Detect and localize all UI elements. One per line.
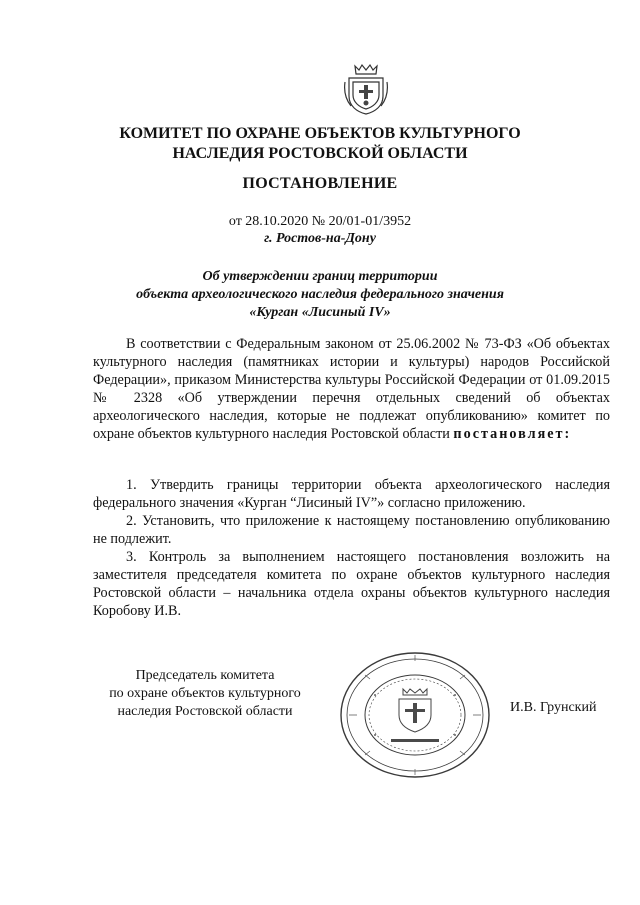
committee-name-line2: НАСЛЕДИЯ РОСТОВСКОЙ ОБЛАСТИ [172,145,468,162]
official-seal-icon [335,645,495,785]
subject-line3: «Курган «Лисиный IV» [249,305,391,320]
document-date-number: от 28.10.2020 № 20/01-01/3952 [228,214,412,229]
intro-text: В соответствии с Федеральным законом от 25.06.2002 № 73-ФЗ «Об объектах культурного наследия (памятниках истории и культуры) народов Российской Федерации», приказом Министерства культуры Российской Федерации от 01.09.2015 № 2328 «Об утверждении перечня отдельных сведений об объектах археологического наследия, которые не подлежат опубликованию» комитет по охране объектов культурного наследия Ростовской области [93,336,610,442]
signer-title-line2: по охране объектов культурного [109,686,301,701]
resolution-item-1: 1. Утвердить границы территории объекта археологического наследия федерального значения «Курган “Лисиный IV”» согласно приложению. [93,477,610,511]
intro-paragraph [93,335,610,443]
resolution-item-3: 3. Контроль за выполнением настоящего постановления возложить на заместителя председателя комитета по охране объектов культурного наследия Ростовской области – начальника отдела охраны объектов культурного наследия Коробову И.В. [93,549,610,619]
resolution-item-2: 2. Установить, что приложение к настоящему постановлению опубликованию не подлежит. [93,513,610,547]
signer-name: И.В. Грунский [510,700,597,715]
signer-title-line3: наследия Ростовской области [117,704,293,719]
subject-line2: объекта археологического наследия федерального значения [136,287,504,302]
resolves-word: постановляет: [453,426,572,442]
subject-line1: Об утверждении границ территории [202,269,438,284]
coat-of-arms-icon [343,60,389,118]
document-type: ПОСТАНОВЛЕНИЕ [242,175,398,192]
signer-title-line1: Председатель комитета [135,668,275,683]
document-city: г. Ростов-на-Дону [264,231,376,246]
committee-name-line1: КОМИТЕТ ПО ОХРАНЕ ОБЪЕКТОВ КУЛЬТУРНОГО [119,125,521,142]
